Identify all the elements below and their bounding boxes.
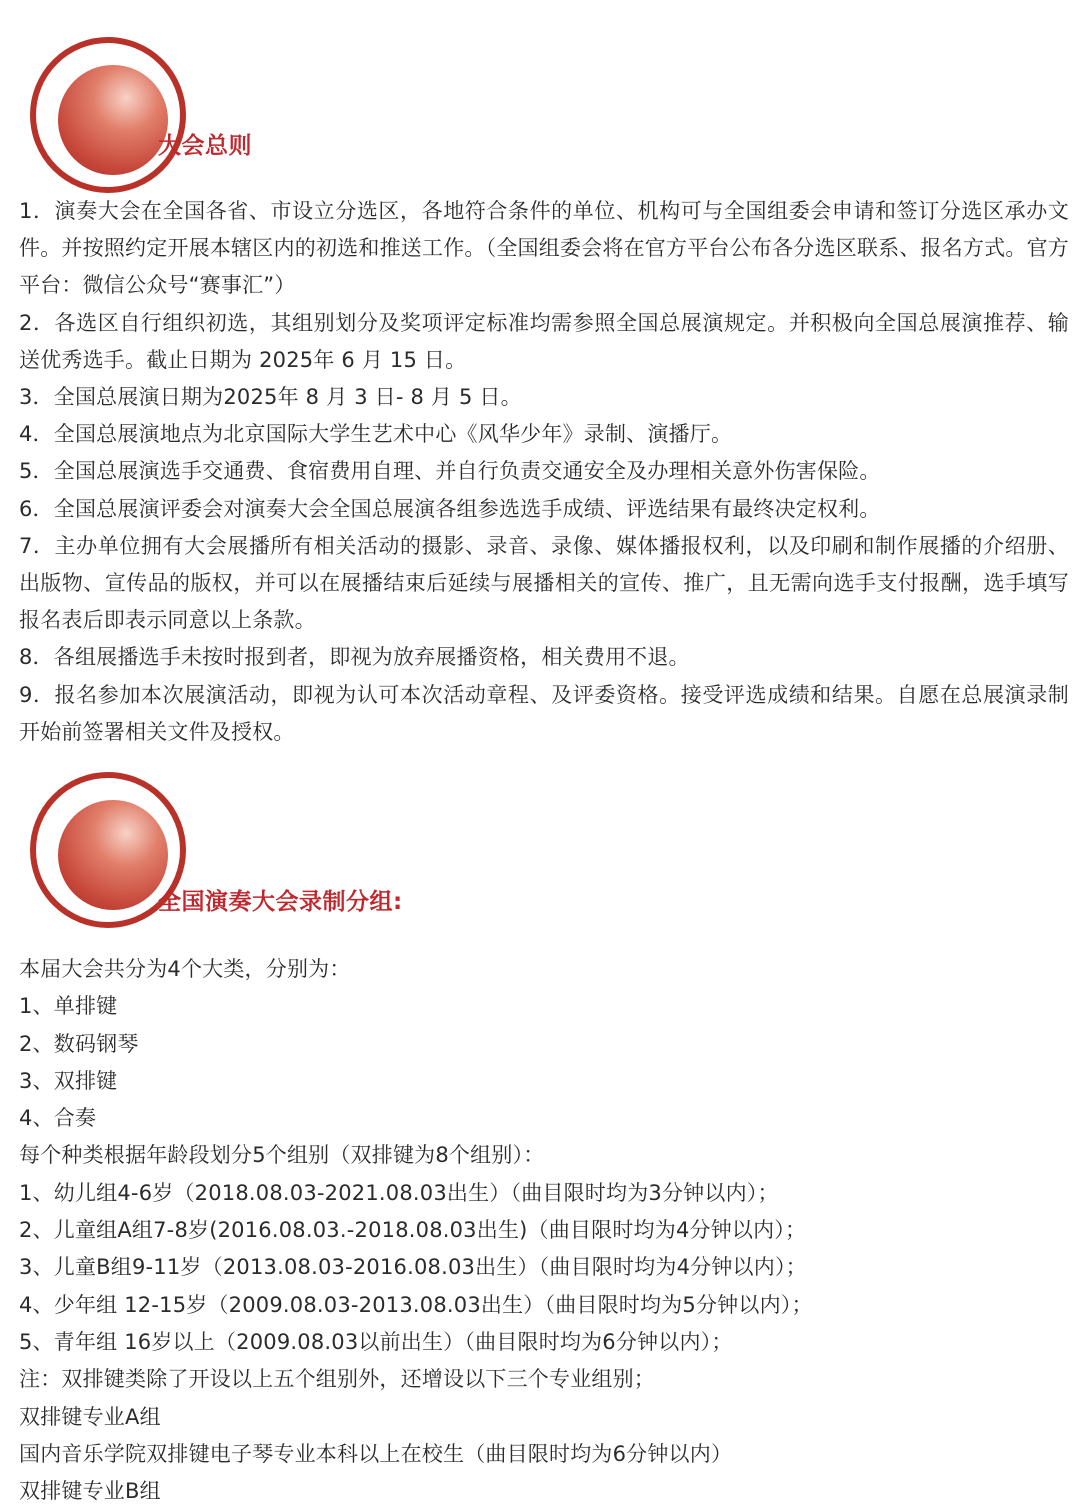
- section-title: 全国演奏大会录制分组:: [158, 889, 403, 915]
- rule-item: 3．全国总展演日期为2025年 8 月 3 日- 8 月 5 日。: [19, 385, 522, 410]
- list-item: 1、幼儿组4-6岁（2018.08.03-2021.08.03出生）（曲目限时均为3分钟以内）；: [19, 1180, 779, 1205]
- list-item: 2、数码钢琴: [19, 1031, 139, 1056]
- section-header-general-rules: [30, 37, 630, 207]
- list-item: 1、单排键: [19, 994, 118, 1019]
- red-sphere-icon: [58, 800, 168, 910]
- list-item: 3、双排键: [19, 1068, 118, 1093]
- rule-item: 2．各选区自行组织初选，其组别划分及奖项评定标准均需参照全国总展演规定。并积极向全国总展演推荐、输送优秀选手。截止日期为 2025年 6 月 15 日。: [19, 310, 1069, 372]
- general-rules-list: [19, 193, 1069, 751]
- rule-item: 4．全国总展演地点为北京国际大学生艺术中心《风华少年》录制、演播厅。: [19, 422, 733, 447]
- list-item: 5、青年组 16岁以上（2009.08.03以前出生）（曲目限时均为6分钟以内）；: [19, 1329, 733, 1354]
- list-item: 3、儿童B组9-11岁（2013.08.03-2016.08.03出生）（曲目限时均为4分钟以内）；: [19, 1255, 807, 1280]
- rule-item: 6．全国总展演评委会对演奏大会全国总展演各组参选选手成绩、评选结果有最终决定权利。: [19, 496, 881, 521]
- rule-item: 1．演奏大会在全国各省、市设立分选区，各地符合条件的单位、机构可与全国组委会申请和签订分选区承办文件。并按照约定开展本辖区内的初选和推送工作。（全国组委会将在官方平台公布各分选区联系、报名方式。官方平台：微信公众号“赛事汇”）: [19, 199, 1069, 298]
- rule-item: 5．全国总展演选手交通费、食宿费用自理、并自行负责交通安全及办理相关意外伤害保险。: [19, 459, 881, 484]
- recording-groups-list: [19, 951, 1069, 1510]
- section-header-groups: [30, 772, 630, 942]
- red-circle-badge-icon: [30, 37, 186, 193]
- list-item: 双排键专业A组: [19, 1404, 161, 1429]
- rule-item: 8．各组展播选手未按时报到者，即视为放弃展播资格，相关费用不退。: [19, 645, 690, 670]
- list-item: 每个种类根据年龄段划分5个组别（双排键为8个组别）：: [19, 1143, 545, 1168]
- rule-item: 9．报名参加本次展演活动，即视为认可本次活动章程、及评委资格。接受评选成绩和结果。自愿在总展演录制开始前签署相关文件及授权。: [19, 682, 1069, 744]
- list-item: 国内音乐学院双排键电子琴专业本科以上在校生（曲目限时均为6分钟以内）: [19, 1441, 733, 1466]
- list-item: 2、儿童组A组7-8岁(2016.08.03.-2018.08.03出生)（曲目限时均为4分钟以内）；: [19, 1218, 807, 1243]
- section-title: 大会总则: [158, 133, 252, 159]
- rule-item: 7．主办单位拥有大会展播所有相关活动的摄影、录音、录像、媒体播报权利，以及印刷和制作展播的介绍册、出版物、宣传品的版权，并可以在展播结束后延续与展播相关的宣传、推广，且无需向选手支付报酬，选手填写报名表后即表示同意以上条款。: [19, 533, 1069, 633]
- list-item: 4、合奏: [19, 1106, 97, 1131]
- list-item: 双排键专业B组: [19, 1479, 161, 1504]
- red-sphere-icon: [58, 65, 168, 175]
- list-item: 4、少年组 12-15岁（2009.08.03-2013.08.03出生）（曲目限时均为5分钟以内）；: [19, 1292, 813, 1317]
- list-item: 注：双排键类除了开设以上五个组别外，还增设以下三个专业组别；: [19, 1367, 655, 1392]
- list-item: 本届大会共分为4个大类，分别为：: [19, 957, 351, 981]
